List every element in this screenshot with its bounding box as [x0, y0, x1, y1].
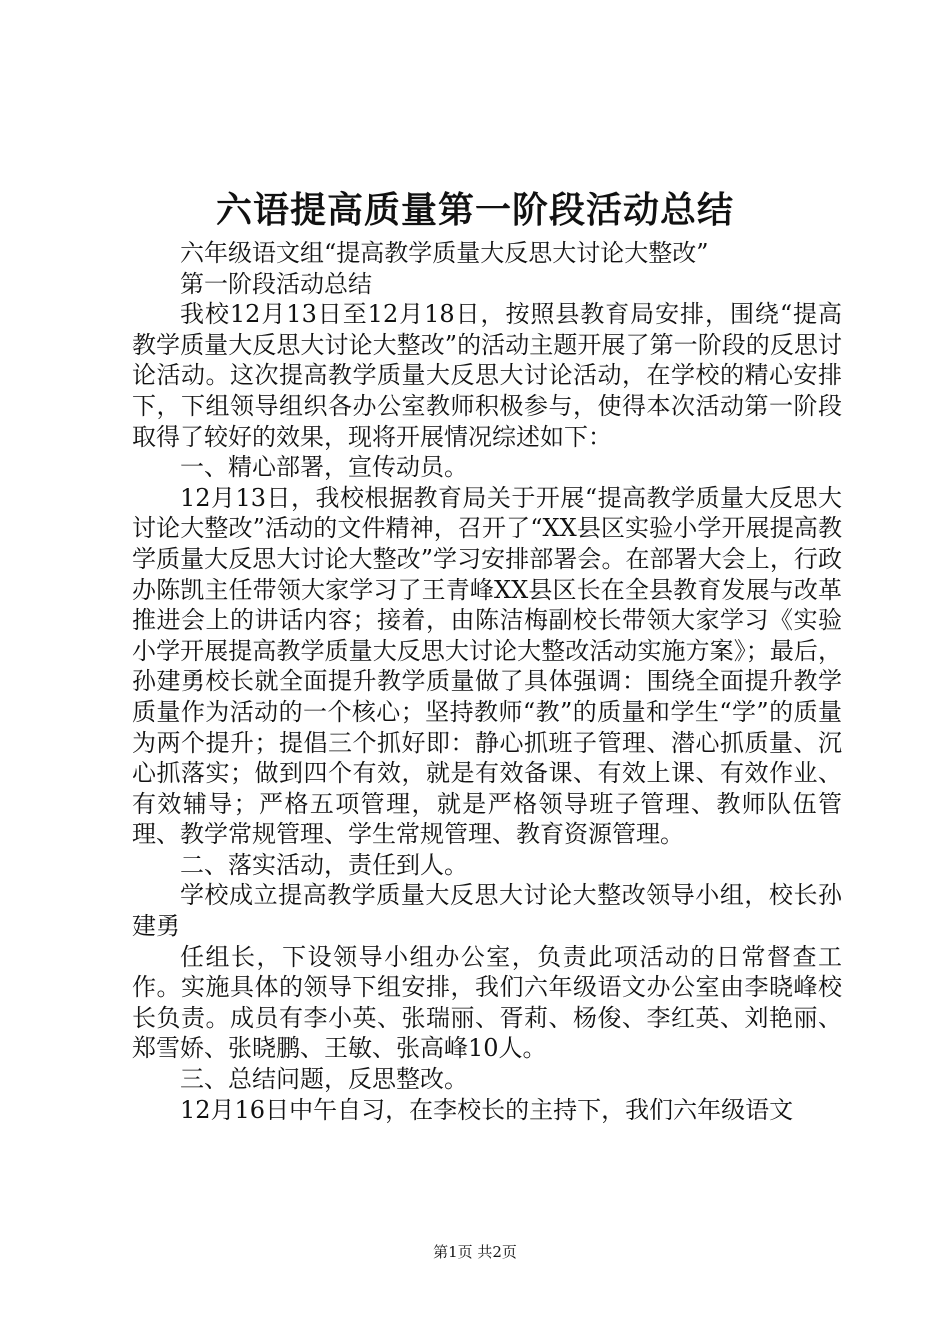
- section-heading-1: 一、精心部署，宣传动员。: [180, 453, 468, 482]
- intro-paragraph: 我校12月13日至12月18日，按照县教育局安排，围绕“提高教学质量大反思大讨论大整改”的活动主题开展了第一阶段的反思讨论活动。这次提高教学质量大反思大讨论活动，在学校的精心安排下，下组领导组织各办公室教师积极参与，使得本次活动第一阶段取得了较好的效果，现将开展情况综述如下：: [132, 300, 842, 451]
- section-1-paragraph: 12月13日，我校根据教育局关于开展“提高教学质量大反思大讨论大整改”活动的文件精神，召开了“XX县区实验小学开展提高教学质量大反思大讨论大整改”学习安排部署会。在部署大会上，行政办陈凯主任带领大家学习了王青峰XX县区长在全县教育发展与改革推进会上的讲话内容；接着，由陈洁梅副校长带领大家学习《实验小学开展提高教学质量大反思大讨论大整改活动实施方案》；最后，孙建勇校长就全面提升教学质量做了具体强调：围绕全面提升教学质量作为活动的一个核心；坚持教师“教”的质量和学生“学”的质量为两个提升；提倡三个抓好即：静心抓班子管理、潜心抓质量、沉心抓落实；做到四个有效，就是有效备课、有效上课、有效作业、有效辅导；严格五项管理，就是严格领导班子管理、教师队伍管理、教学常规管理、学生常规管理、教育资源管理。: [132, 483, 842, 849]
- page-footer: 第1页 共2页: [433, 1243, 517, 1261]
- subtitle-line-2: 第一阶段活动总结: [180, 269, 372, 298]
- subtitle-line-1: 六年级语文组“提高教学质量大反思大讨论大整改”: [180, 239, 709, 267]
- document-title: 六语提高质量第一阶段活动总结: [215, 189, 734, 231]
- section-2-paragraph-a: 学校成立提高教学质量大反思大讨论大整改领导小组，校长孙建勇: [132, 881, 842, 941]
- section-heading-2: 二、落实活动，责任到人。: [180, 850, 468, 879]
- section-2-paragraph-b: 任组长，下设领导小组办公室，负责此项活动的日常督查工作。实施具体的领导下组安排，我们六年级语文办公室由李晓峰校长负责。成员有李小英、张瑞丽、胥莉、杨俊、李红英、刘艳丽、郑雪娇、张晓鹏、王敏、张高峰10人。: [132, 942, 842, 1063]
- section-heading-3: 三、总结问题，反思整改。: [180, 1065, 468, 1094]
- section-3-paragraph: 12月16日中午自习，在李校长的主持下，我们六年级语文: [180, 1095, 794, 1124]
- document-body: [132, 238, 842, 1125]
